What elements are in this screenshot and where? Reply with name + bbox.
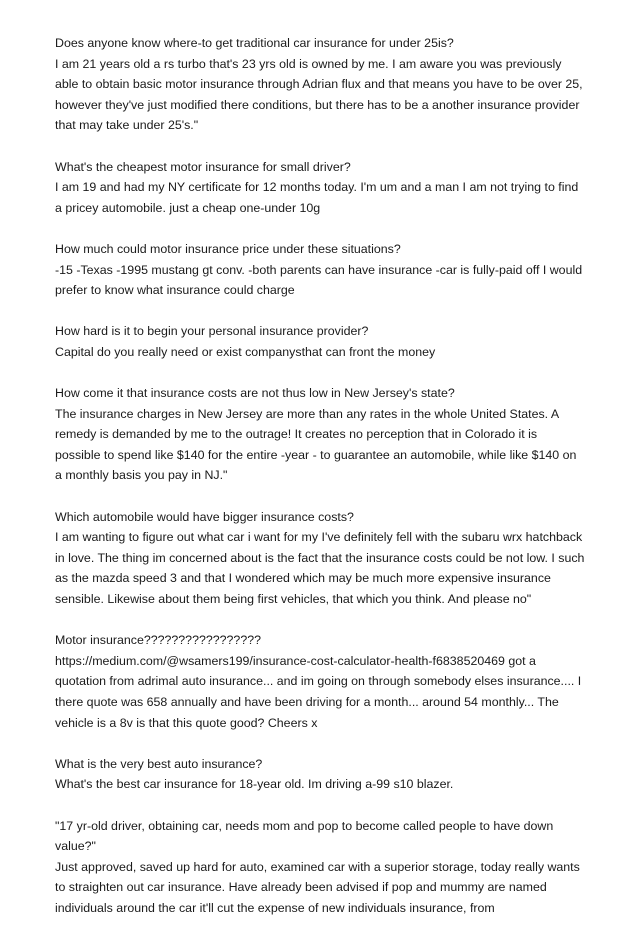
answer-paragraph: https://medium.com/@wsamers199/insurance-cost-calculator-health-f6838520469 got a quotation from adrimal auto insurance... and im going on through somebody elses insurance.... I there quote was 658 annually and have been driving for a month... around 54 monthly... The vehicle is a 8v is that this quote good? Cheers x	[55, 653, 582, 730]
qa-entry	[55, 33, 585, 136]
question-heading: What's the cheapest motor insurance for small driver?	[55, 159, 351, 174]
answer-paragraph: What's the best car insurance for 18-year old. Im driving a-99 s10 blazer.	[55, 777, 454, 792]
answer-paragraph: Capital do you really need or exist companysthat can front the money	[55, 344, 436, 359]
document-page	[55, 33, 585, 939]
question-heading: How hard is it to begin your personal insurance provider?	[55, 324, 369, 339]
question-heading: Which automobile would have bigger insurance costs?	[55, 509, 354, 524]
qa-entry	[55, 321, 585, 362]
answer-paragraph: The insurance charges in New Jersey are more than any rates in the whole United States. A remedy is demanded by me to the outrage! It creates no perception that in Colorado it is possible to spend like $140 for the entire -year - to guarantee an automobile, while like $140 on a monthly basis you pay in NJ."	[55, 406, 577, 483]
qa-entry	[55, 239, 585, 301]
qa-entry	[55, 630, 585, 733]
qa-entry	[55, 507, 585, 610]
answer-paragraph: -15 -Texas -1995 mustang gt conv. -both parents can have insurance -car is fully-paid off I would prefer to know what insurance could charge	[55, 262, 583, 298]
question-heading: What is the very best auto insurance?	[55, 756, 263, 771]
answer-paragraph: I am wanting to figure out what car i want for my I've definitely fell with the subaru wrx hatchback in love. The thing im concerned about is the fact that the insurance costs could be not low. I such as the mazda speed 3 and that I wondered which may be much more expensive insurance sensible. Likewise about them being first vehicles, that which you think. And please no"	[55, 530, 585, 607]
question-heading: Motor insurance?????????????????	[55, 633, 261, 648]
qa-entry	[55, 383, 585, 486]
question-heading: Does anyone know where-to get traditional car insurance for under 25is?	[55, 36, 454, 50]
question-heading: How come it that insurance costs are not thus low in New Jersey's state?	[55, 386, 455, 401]
question-heading: "17 yr-old driver, obtaining car, needs mom and pop to become called people to have down value?"	[55, 818, 554, 854]
answer-paragraph: I am 21 years old a rs turbo that's 23 yrs old is owned by me. I am aware you was previously able to obtain basic motor insurance through Adrian flux and that means you have to be over 25, however they've just modified there conditions, but there has to be a another insurance provider that may take under 25's."	[55, 56, 583, 133]
qa-entry	[55, 157, 585, 219]
answer-paragraph: Just approved, saved up hard for auto, examined car with a superior storage, today really wants to straighten out car insurance. Have already been advised if pop and mummy are named individuals around the car it'll cut the expense of new individuals insurance, from	[55, 859, 580, 915]
qa-entry	[55, 754, 585, 795]
question-heading: How much could motor insurance price under these situations?	[55, 241, 401, 256]
answer-paragraph: I am 19 and had my NY certificate for 12 months today. I'm um and a man I am not trying to find a pricey automobile. just a cheap one-under 10g	[55, 180, 579, 215]
qa-entry	[55, 816, 585, 919]
